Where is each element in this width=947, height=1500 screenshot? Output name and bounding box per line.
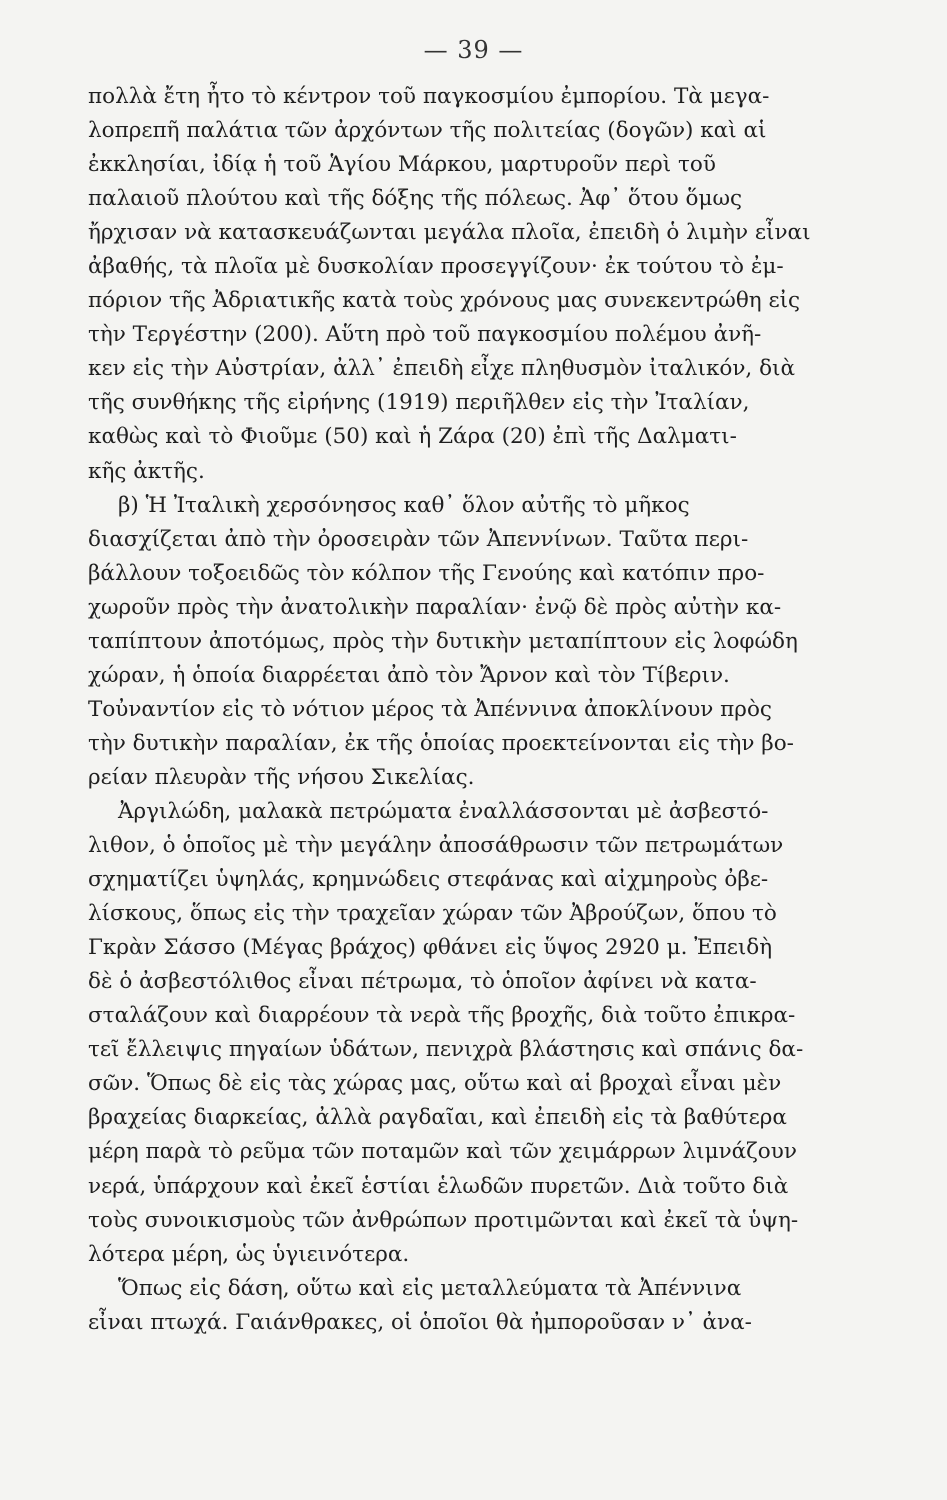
text-line: τὴν δυτικὴν παραλίαν, ἐκ τῆς ὁποίας προεκτείνονται εἰς τὴν βο-: [88, 730, 794, 756]
paragraph: [88, 1272, 830, 1340]
text-line: διασχίζεται ἀπὸ τὴν ὀροσειρὰν τῶν Ἀπεννίνων. Ταῦτα περι-: [88, 526, 749, 552]
text-line: νερά, ὑπάρχουν καὶ ἐκεῖ ἑστίαι ἑλωδῶν πυρετῶν. Διὰ τοῦτο διὰ: [88, 1173, 789, 1199]
paragraph: [88, 795, 830, 1272]
text-line: χώραν, ἡ ὁποία διαρρέεται ἀπὸ τὸν Ἄρνον καὶ τὸν Τίβεριν.: [88, 662, 730, 688]
page-number: — 39 —: [423, 36, 524, 64]
text-line: πόριον τῆς Ἀδριατικῆς κατὰ τοὺς χρόνους μας συνεκεντρώθη εἰς: [88, 288, 801, 314]
text-line: λότερα μέρη, ὡς ὑγιεινότερα.: [88, 1241, 410, 1267]
text-line: παλαιοῦ πλούτου καὶ τῆς δόξης τῆς πόλεως. Ἀφ᾽ ὅτου ὅμως: [88, 186, 743, 212]
text-line: ἐκκλησίαι, ἰδίᾳ ἡ τοῦ Ἁγίου Μάρκου, μαρτυροῦν περὶ τοῦ: [88, 152, 716, 178]
text-line: Τοὐναντίον εἰς τὸ νότιον μέρος τὰ Ἀπέννινα ἀποκλίνουν πρὸς: [88, 696, 772, 722]
text-line: σῶν. Ὅπως δὲ εἰς τὰς χώρας μας, οὕτω καὶ αἱ βροχαὶ εἶναι μὲν: [88, 1071, 782, 1097]
text-line: β) Ἡ Ἰταλικὴ χερσόνησος καθ᾽ ὅλον αὐτῆς τὸ μῆκος: [118, 492, 690, 518]
text-line: καθὼς καὶ τὸ Φιοῦμε (50) καὶ ἡ Ζάρα (20) ἐπὶ τῆς Δαλματι-: [88, 424, 737, 450]
text-line: εἶναι πτωχά. Γαιάνθρακες, οἱ ὁποῖοι θὰ ἠμποροῦσαν ν᾽ ἀνα-: [88, 1309, 752, 1335]
text-line: χωροῦν πρὸς τὴν ἀνατολικὴν παραλίαν· ἐνῷ δὲ πρὸς αὐτὴν κα-: [88, 594, 782, 620]
page-body-text: [88, 80, 830, 1340]
paragraph: [88, 80, 830, 489]
text-line: τεῖ ἔλλειψις πηγαίων ὑδάτων, πενιχρὰ βλάστησις καὶ σπάνις δα-: [88, 1037, 804, 1063]
text-line: σχηματίζει ὑψηλάς, κρημνώδεις στεφάνας καὶ αἰχμηροὺς ὀβε-: [88, 867, 769, 893]
text-line: βραχείας διαρκείας, ἀλλὰ ραγδαῖαι, καὶ ἐπειδὴ εἰς τὰ βαθύτερα: [88, 1105, 787, 1131]
text-line: μέρη παρὰ τὸ ρεῦμα τῶν ποταμῶν καὶ τῶν χειμάρρων λιμνάζουν: [88, 1139, 797, 1165]
text-line: λιθον, ὁ ὁποῖος μὲ τὴν μεγάλην ἀποσάθρωσιν τῶν πετρωμάτων: [88, 833, 784, 859]
text-line: δὲ ὁ ἀσβεστόλιθος εἶναι πέτρωμα, τὸ ὁποῖον ἀφίνει νὰ κατα-: [88, 969, 757, 995]
text-line: Ὅπως εἰς δάση, οὕτω καὶ εἰς μεταλλεύματα τὰ Ἀπέννινα: [118, 1275, 742, 1301]
text-line: κεν εἰς τὴν Αὐστρίαν, ἀλλ᾽ ἐπειδὴ εἶχε πληθυσμὸν ἰταλικόν, διὰ: [88, 356, 795, 382]
text-line: ταπίπτουν ἀποτόμως, πρὸς τὴν δυτικὴν μεταπίπτουν εἰς λοφώδη: [88, 628, 798, 654]
text-line: λίσκους, ὅπως εἰς τὴν τραχεῖαν χώραν τῶν Ἀβρούζων, ὅπου τὸ: [88, 901, 777, 927]
text-line: βάλλουν τοξοειδῶς τὸν κόλπον τῆς Γενούης καὶ κατόπιν προ-: [88, 560, 765, 586]
text-line: σταλάζουν καὶ διαρρέουν τὰ νερὰ τῆς βροχῆς, διὰ τοῦτο ἐπικρα-: [88, 1003, 796, 1029]
text-line: πολλὰ ἔτη ἦτο τὸ κέντρον τοῦ παγκοσμίου ἐμπορίου. Τὰ μεγα-: [88, 84, 770, 109]
text-line: λοπρεπῆ παλάτια τῶν ἀρχόντων τῆς πολιτείας (δογῶν) καὶ αἱ: [88, 118, 767, 144]
text-line: τὴν Τεργέστην (200). Αὕτη πρὸ τοῦ παγκοσμίου πολέμου ἀνῆ-: [88, 322, 762, 348]
text-line: Ἀργιλώδη, μαλακὰ πετρώματα ἐναλλάσσονται μὲ ἀσβεστό-: [118, 798, 769, 824]
text-line: τοὺς συνοικισμοὺς τῶν ἀνθρώπων προτιμῶνται καὶ ἐκεῖ τὰ ὑψη-: [88, 1207, 799, 1233]
text-line: ἤρχισαν νὰ κατασκευάζωνται μεγάλα πλοῖα, ἐπειδὴ ὁ λιμὴν εἶναι: [88, 220, 811, 246]
text-line: κῆς ἀκτῆς.: [88, 458, 205, 484]
text-line: ἀβαθής, τὰ πλοῖα μὲ δυσκολίαν προσεγγίζουν· ἐκ τούτου τὸ ἐμ-: [88, 254, 784, 280]
text-line: Γκρὰν Σάσσο (Μέγας βράχος) φθάνει εἰς ὕψος 2920 μ. Ἐπειδὴ: [88, 935, 773, 961]
text-line: τῆς συνθήκης τῆς εἰρήνης (1919) περιῆλθεν εἰς τὴν Ἰταλίαν,: [88, 390, 750, 416]
paragraph: [88, 489, 830, 795]
text-line: ρείαν πλευρὰν τῆς νήσου Σικελίας.: [88, 764, 475, 790]
